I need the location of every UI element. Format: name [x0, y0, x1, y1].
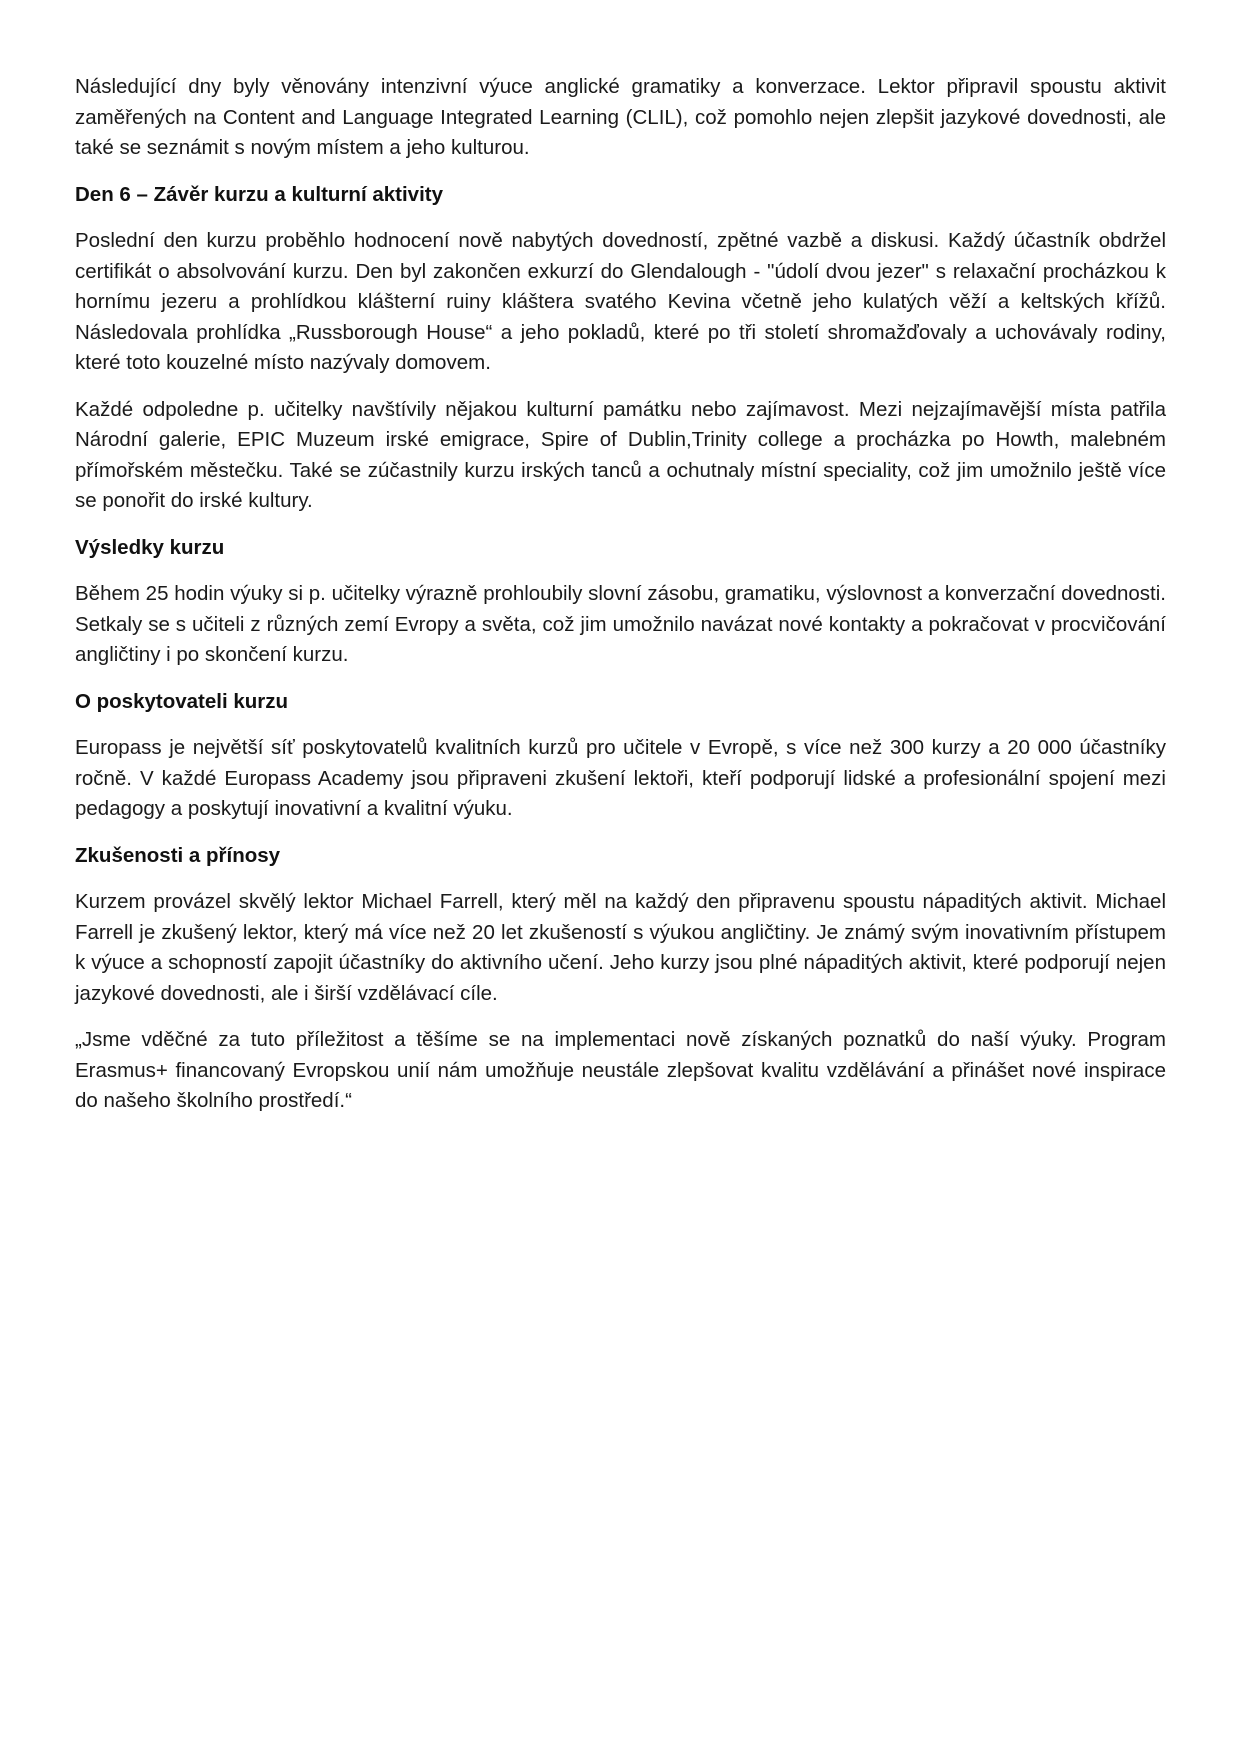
heading-experience: Zkušenosti a přínosy [75, 843, 281, 867]
heading-provider: O poskytovateli kurzu [75, 689, 289, 713]
paragraph-quote: „Jsme vděčné za tuto příležitost a těšíme se na implementaci nově získaných poznatků do naší výuky. Program Erasmus+ financovaný Evropskou unií nám umožňuje neustále zlepšovat kvalitu vzdělávání a přinášet nové inspirace do našeho školního prostředí.“ [75, 1028, 1166, 1112]
heading-day-6: Den 6 – Závěr kurzu a kulturní aktivity [75, 182, 443, 206]
paragraph-experience: Kurzem provázel skvělý lektor Michael Farrell, který měl na každý den připravenu spoustu nápaditých aktivit. Michael Farrell je zkušený lektor, který má více než 20 let zkušeností s výukou angličtiny. Je známý svým inovativním přístupem k výuce a schopností zapojit účastníky do aktivního učení. Jeho kurzy jsou plné nápaditých aktivit, které podporují nejen jazykové dovednosti, ale i širší vzdělávací cíle. [75, 890, 1166, 1005]
paragraph-last-day: Poslední den kurzu proběhlo hodnocení nově nabytých dovedností, zpětné vazbě a diskusi. Každý účastník obdržel certifikát o absolvování kurzu. Den byl zakončen exkurzí do Glendalough - "údolí dvou jezer" s relaxační procházkou k hornímu jezeru a prohlídkou klášterní ruiny kláštera svatého Kevina včetně jeho kulatých věží a keltských křížů. Následovala prohlídka „Russborough House“ a jeho pokladů, které po tři století shromažďovaly a uchovávaly rodiny, které toto kouzelné místo nazývaly domovem. [75, 229, 1166, 374]
paragraph-afternoons: Každé odpoledne p. učitelky navštívily nějakou kulturní památku nebo zajímavost. Mezi nejzajímavější místa patřila Národní galerie, EPIC Muzeum irské emigrace, Spire of Dublin,Trinity college a procházka po Howth, malebném přímořském městečku. Také se zúčastnily kurzu irských tanců a ochutnaly místní speciality, což jim umožnilo ještě více se ponořit do irské kultury. [75, 397, 1166, 512]
paragraph-provider: Europass je největší síť poskytovatelů kvalitních kurzů pro učitele v Evropě, s více než 300 kurzy a 20 000 účastníky ročně. V každé Europass Academy jsou připraveni zkušení lektoři, kteří podporují lidské a profesionální spojení mezi pedagogy a poskytují inovativní a kvalitní výuku. [75, 736, 1166, 820]
heading-results: Výsledky kurzu [75, 535, 225, 559]
paragraph-results: Během 25 hodin výuky si p. učitelky výrazně prohloubily slovní zásobu, gramatiku, výslovnost a konverzační dovednosti. Setkaly se s učiteli z různých zemí Evropy a světa, což jim umožnilo navázat nové kontakty a pokračovat v procvičování angličtiny i po skončení kurzu. [75, 582, 1166, 666]
document-page [75, 72, 1166, 1133]
paragraph-daily-lessons: Následující dny byly věnovány intenzivní výuce anglické gramatiky a konverzace. Lektor připravil spoustu aktivit zaměřených na Content and Language Integrated Learning (CLIL), což pomohlo nejen zlepšit jazykové dovednosti, ale také se seznámit s novým místem a jeho kulturou. [75, 75, 1166, 159]
